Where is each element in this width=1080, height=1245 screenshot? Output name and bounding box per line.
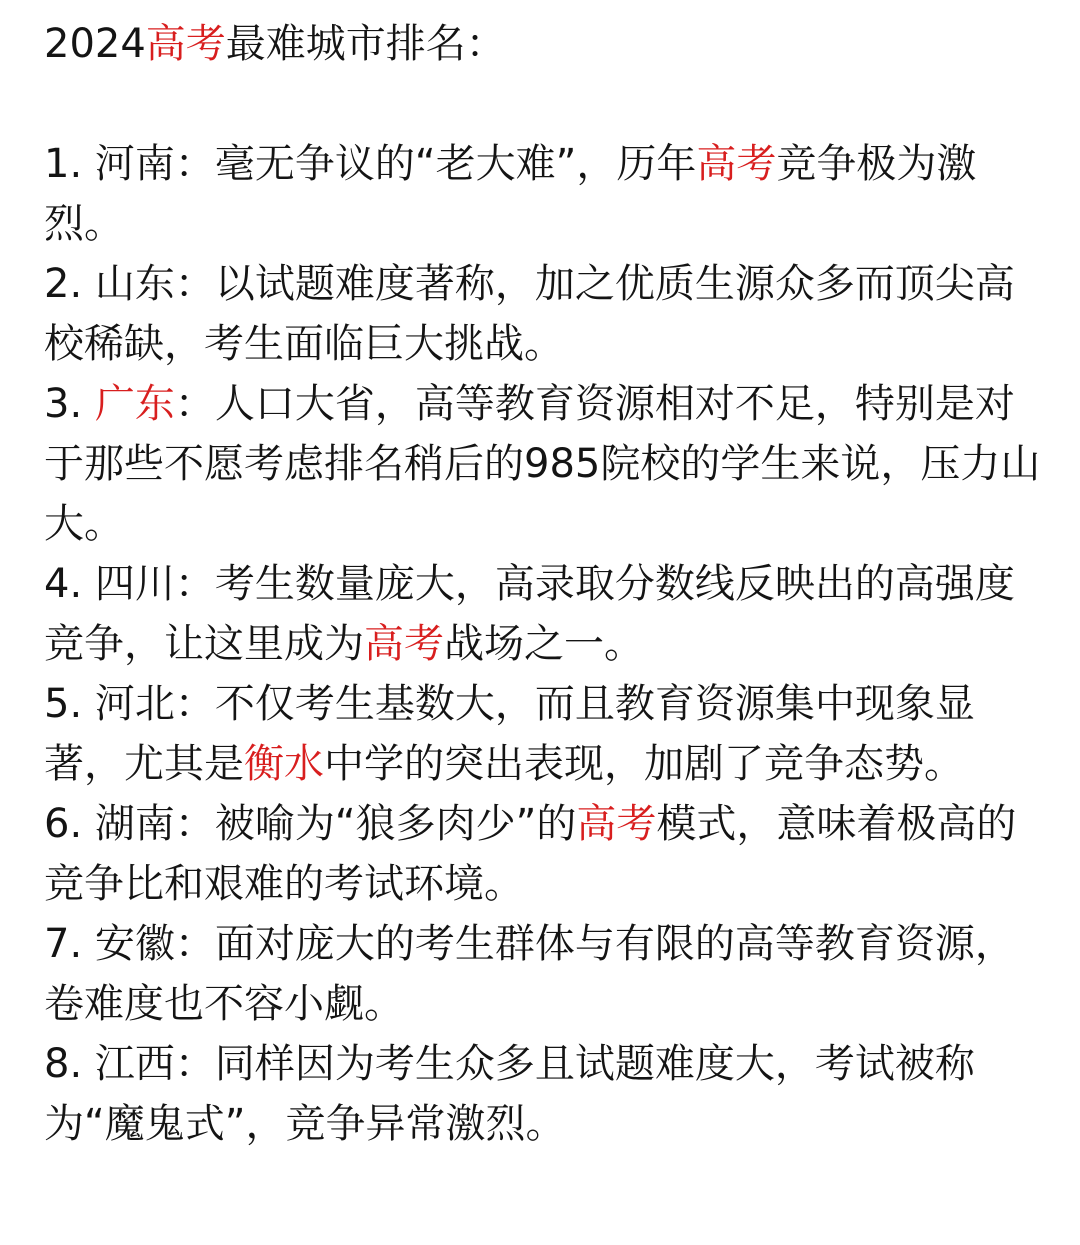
item-colon: ：	[174, 261, 215, 307]
item-text: 人口大省，高等教育资源相对不足，特别是对于那些不愿考虑排名稍后的985院校的学生来说，压力山大。	[44, 381, 1041, 547]
item-text: 模式，意味着极高的竞争比和艰难的考试环境。	[44, 801, 1017, 907]
item-number: 8.	[44, 1041, 95, 1087]
item-text: 以试题难度著称，加之优质生源众多而顶尖高校稀缺，考生面临巨大挑战。	[44, 261, 1015, 367]
item-text: 中学的突出表现，加剧了竞争态势。	[324, 741, 964, 787]
list-item-henan	[44, 134, 1044, 254]
item-number: 1.	[44, 141, 95, 187]
list-item-sichuan	[44, 554, 1044, 674]
item-region: 安徽	[94, 921, 175, 967]
title-rest: 最难城市排名：	[225, 21, 506, 67]
item-text: 同样因为考生众多且试题难度大，考试被称为“魔鬼式”，竞争异常激烈。	[44, 1041, 975, 1147]
item-region: 山东	[94, 261, 175, 307]
keyword-link-hengshui[interactable]: 衡水	[244, 741, 324, 787]
item-colon: ：	[174, 801, 215, 847]
item-text: 毫无争议的“老大难”，历年	[214, 141, 697, 187]
item-text: 被喻为“狼多肉少”的	[214, 801, 577, 847]
item-number: 3.	[44, 381, 95, 427]
item-region: 河南	[94, 141, 175, 187]
keyword-link-gaokao[interactable]: 高考	[696, 141, 777, 187]
item-region: 湖南	[94, 801, 175, 847]
title-keyword-link[interactable]: 高考	[145, 21, 226, 67]
item-colon: ：	[174, 1041, 215, 1087]
post-body	[44, 14, 1044, 1154]
item-colon: ：	[174, 381, 215, 427]
item-colon: ：	[174, 681, 215, 727]
item-text: 不仅考生基数大，而且教育资源集中现象显著，尤其是	[44, 681, 975, 787]
item-colon: ：	[174, 561, 215, 607]
title-year: 2024	[44, 21, 146, 67]
item-colon: ：	[174, 921, 215, 967]
item-number: 4.	[44, 561, 95, 607]
list-item-hebei	[44, 674, 1044, 794]
item-region: 四川	[94, 561, 175, 607]
keyword-link-gaokao[interactable]: 高考	[576, 801, 657, 847]
item-number: 2.	[44, 261, 95, 307]
item-number: 5.	[44, 681, 95, 727]
post-title	[44, 14, 1044, 74]
list-item-hunan	[44, 794, 1044, 914]
list-item-anhui	[44, 914, 1044, 1034]
list-item-jiangxi	[44, 1034, 1044, 1154]
list-item-guangdong	[44, 374, 1044, 554]
keyword-link-gaokao[interactable]: 高考	[364, 621, 444, 667]
item-number: 6.	[44, 801, 95, 847]
item-region: 河北	[94, 681, 175, 727]
item-number: 7.	[44, 921, 95, 967]
item-text: 竞争极为激烈。	[44, 141, 977, 247]
item-colon: ：	[174, 141, 215, 187]
list-item-shandong	[44, 254, 1044, 374]
item-text: 战场之一。	[444, 621, 644, 667]
item-text: 面对庞大的考生群体与有限的高等教育资源，卷难度也不容小觑。	[44, 921, 1015, 1027]
item-text: 考生数量庞大，高录取分数线反映出的高强度竞争，让这里成为	[44, 561, 1015, 667]
blank-line	[44, 74, 1044, 134]
keyword-link-guangdong[interactable]: 广东	[94, 381, 175, 427]
item-region: 江西	[94, 1041, 175, 1087]
